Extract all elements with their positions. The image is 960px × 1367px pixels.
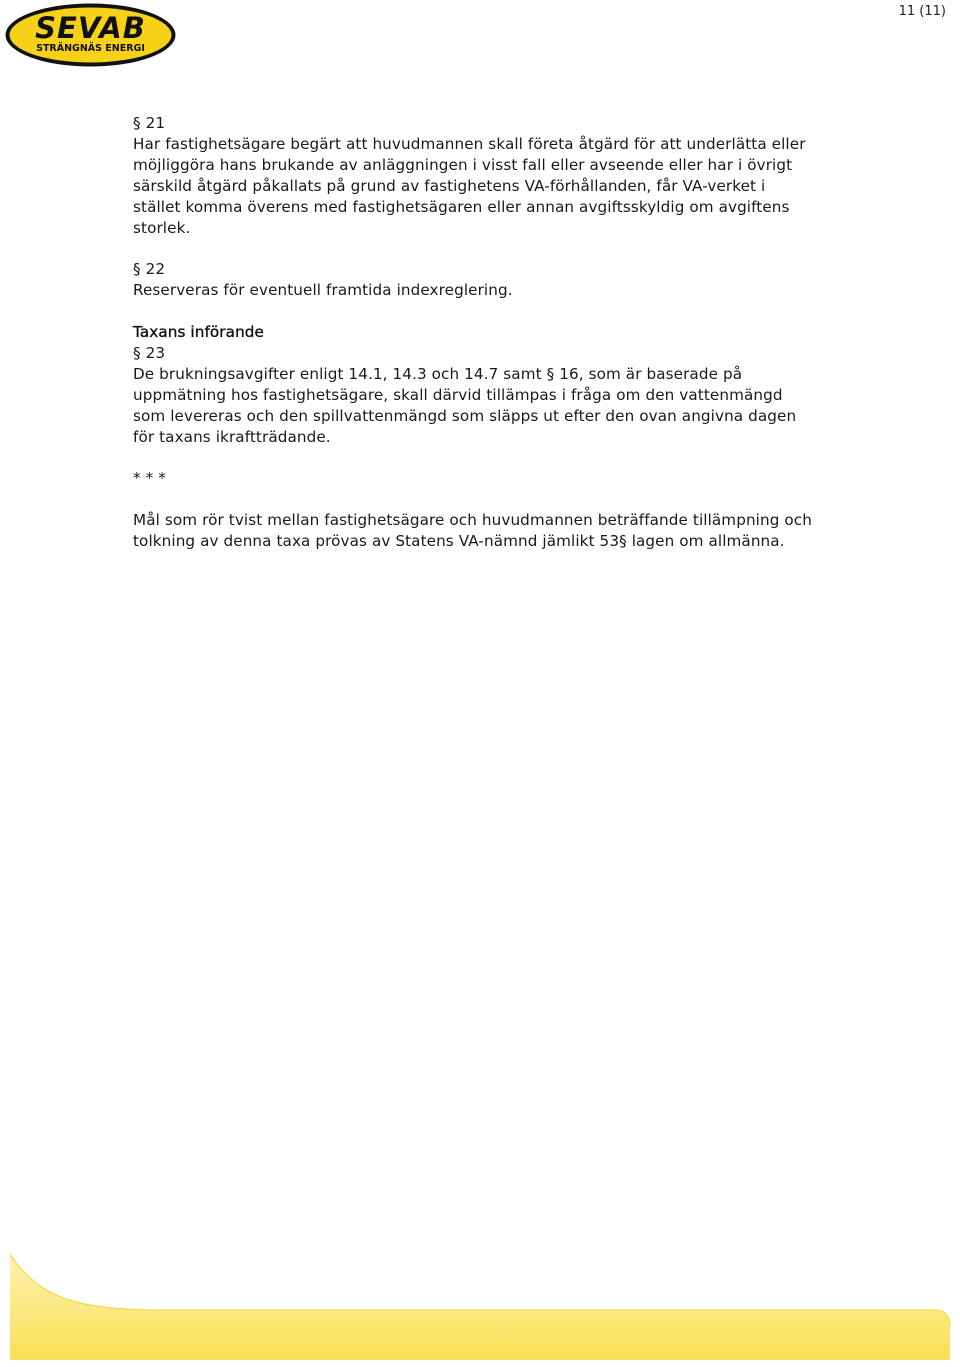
section-21-line-3: särskild åtgärd påkallats på grund av fastighetens VA-förhållanden, får VA-verket i: [133, 176, 766, 195]
section-23-line-2: uppmätning hos fastighetsägare, skall därvid tillämpas i fråga om den vattenmängd: [133, 385, 783, 404]
section-21-line-2: möjliggöra hans brukande av anläggningen i visst fall eller avseende eller har i övrigt: [133, 155, 793, 174]
section-22-line-1: Reserveras för eventuell framtida indexreglering.: [133, 281, 513, 300]
section-23-line-4: för taxans ikraftträdande.: [133, 427, 331, 446]
section-separator: * * *: [133, 469, 166, 488]
sevab-logo: [4, 2, 177, 68]
closing-line-1: Mål som rör tvist mellan fastighetsägare och huvudmannen beträffande tillämpning och: [133, 511, 812, 530]
section-23-line-1: De brukningsavgifter enligt 14.1, 14.3 och 14.7 samt § 16, som är baserade på: [133, 364, 743, 383]
page-number: 11 (11): [898, 4, 946, 19]
section-number-22: § 22: [133, 260, 166, 279]
section-heading-introduction: Taxans införande: [133, 323, 264, 342]
section-23-line-3: som levereras och den spillvattenmängd som släpps ut efter den ovan angivna dagen: [133, 406, 797, 425]
section-number-23: § 23: [133, 343, 166, 362]
section-21-line-5: storlek.: [133, 218, 191, 237]
closing-line-2: tolkning av denna taxa prövas av Statens VA-nämnd jämlikt 53§ lagen om allmänna.: [133, 532, 785, 551]
section-21-line-4: stället komma överens med fastighetsägaren eller annan avgiftsskyldig om avgiftens: [133, 197, 790, 216]
section-21-line-1: Har fastighetsägare begärt att huvudmannen skall företa åtgärd för att underlätta eller: [133, 134, 806, 153]
section-number-21: § 21: [133, 114, 166, 132]
logo-subtext: STRÄNGNÄS ENERGI: [36, 43, 145, 54]
logo-text: SEVAB: [35, 11, 146, 45]
footer-swoosh-decoration: [0, 1240, 960, 1367]
document-body: [133, 113, 833, 552]
